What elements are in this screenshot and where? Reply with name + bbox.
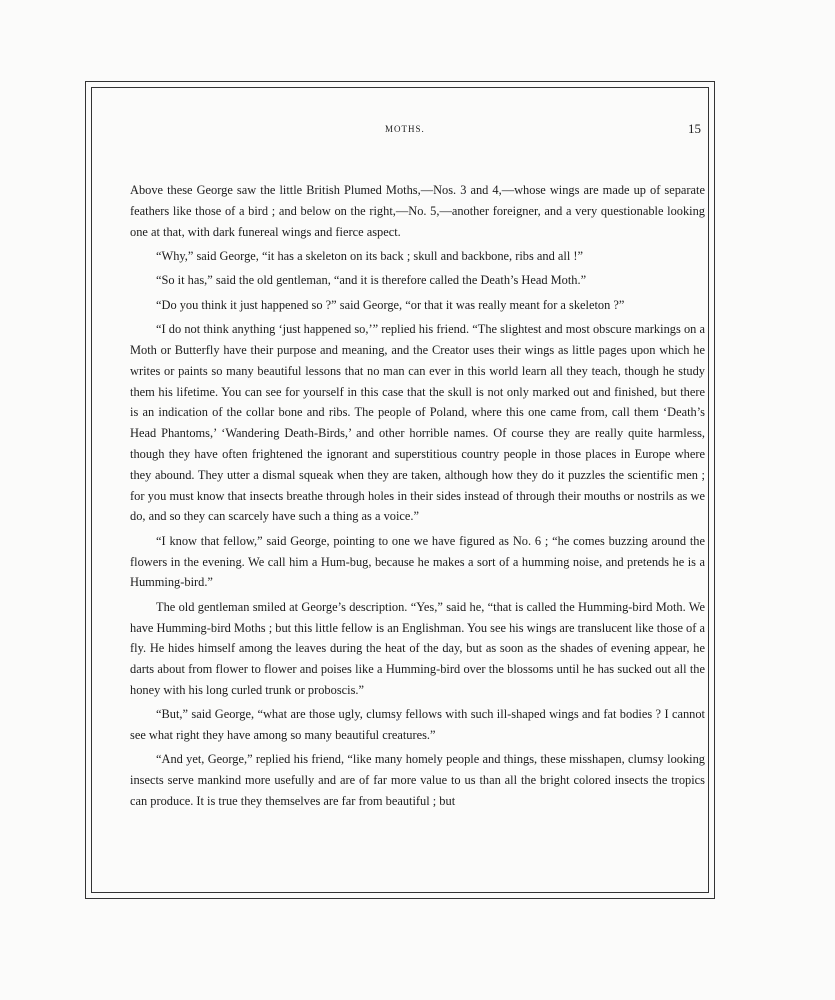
- paragraph-5: “I do not think anything ‘just happened so,’” replied his friend. “The slightest and most obscure markings on a Moth or Butterfly have their purpose and meaning, and the Creator uses their wings as little pages upon which he writes or paints so many beautiful lessons that no man can ever in this world learn all they teach, though he study them his lifetime. You can see for yourself in this case that the skull is not only marked out and finished, but there is an indication of the collar bone and ribs. The people of Poland, where this one came from, call them ‘Death’s Head Phantoms,’ ‘Wandering Death-Birds,’ and other horrible names. Of course they are really quite harmless, though they have often frightened the ignorant and superstitious country people in those places in Europe where they abound. They utter a dismal squeak when they are taken, although how they do it puzzles the scientific men ; for you must know that insects breathe through holes in their sides instead of through their mouths or nostrils as we do, and so they can scarcely have such a thing as a voice.”: [130, 322, 705, 524]
- paragraph-7: The old gentleman smiled at George’s description. “Yes,” said he, “that is called the Humming-bird Moth. We have Humming-bird Moths ; but this little fellow is an Englishman. You see his wings are translucent like those of a fly. He hides himself among the leaves during the heat of the day, but as soon as the shades of evening appear, he darts about from flower to flower and poises like a Humming-bird over the blossoms until he has sucked out all the honey with his long curled trunk or proboscis.”: [130, 599, 705, 697]
- paragraph-8: “But,” said George, “what are those ugly, clumsy fellows with such ill-shaped wings and fat bodies ? I cannot see what right they have among so many beautiful creatures.”: [130, 707, 705, 743]
- paragraph-9: “And yet, George,” replied his friend, “like many homely people and things, these misshapen, clumsy looking insects serve mankind more usefully and are of far more value to us than all the bright colored insects the tropics can produce. It is true they themselves are far from beautiful ; but: [130, 752, 705, 809]
- body-text: [130, 180, 705, 815]
- paragraph-2: “Why,” said George, “it has a skeleton on its back ; skull and backbone, ribs and all !”: [156, 248, 584, 263]
- paragraph-6: “I know that fellow,” said George, pointing to one we have figured as No. 6 ; “he comes buzzing around the flowers in the evening. We call him a Hum-bug, because he makes a sort of a humming noise, and pretends he is a Humming-bird.”: [130, 533, 705, 590]
- paragraph-3: “So it has,” said the old gentleman, “and it is therefore called the Death’s Head Moth.”: [156, 273, 587, 288]
- paragraph-4: “Do you think it just happened so ?” said George, “or that it was really meant for a skeleton ?”: [156, 297, 625, 312]
- page-number: 15: [688, 121, 701, 136]
- running-head: MOTHS.: [385, 124, 425, 134]
- paragraph-1: Above these George saw the little British Plumed Moths,—Nos. 3 and 4,—whose wings are made up of separate feathers like those of a bird ; and below on the right,—No. 5,—another foreigner, and a very questionable looking one at that, with dark funereal wings and fierce aspect.: [130, 183, 705, 239]
